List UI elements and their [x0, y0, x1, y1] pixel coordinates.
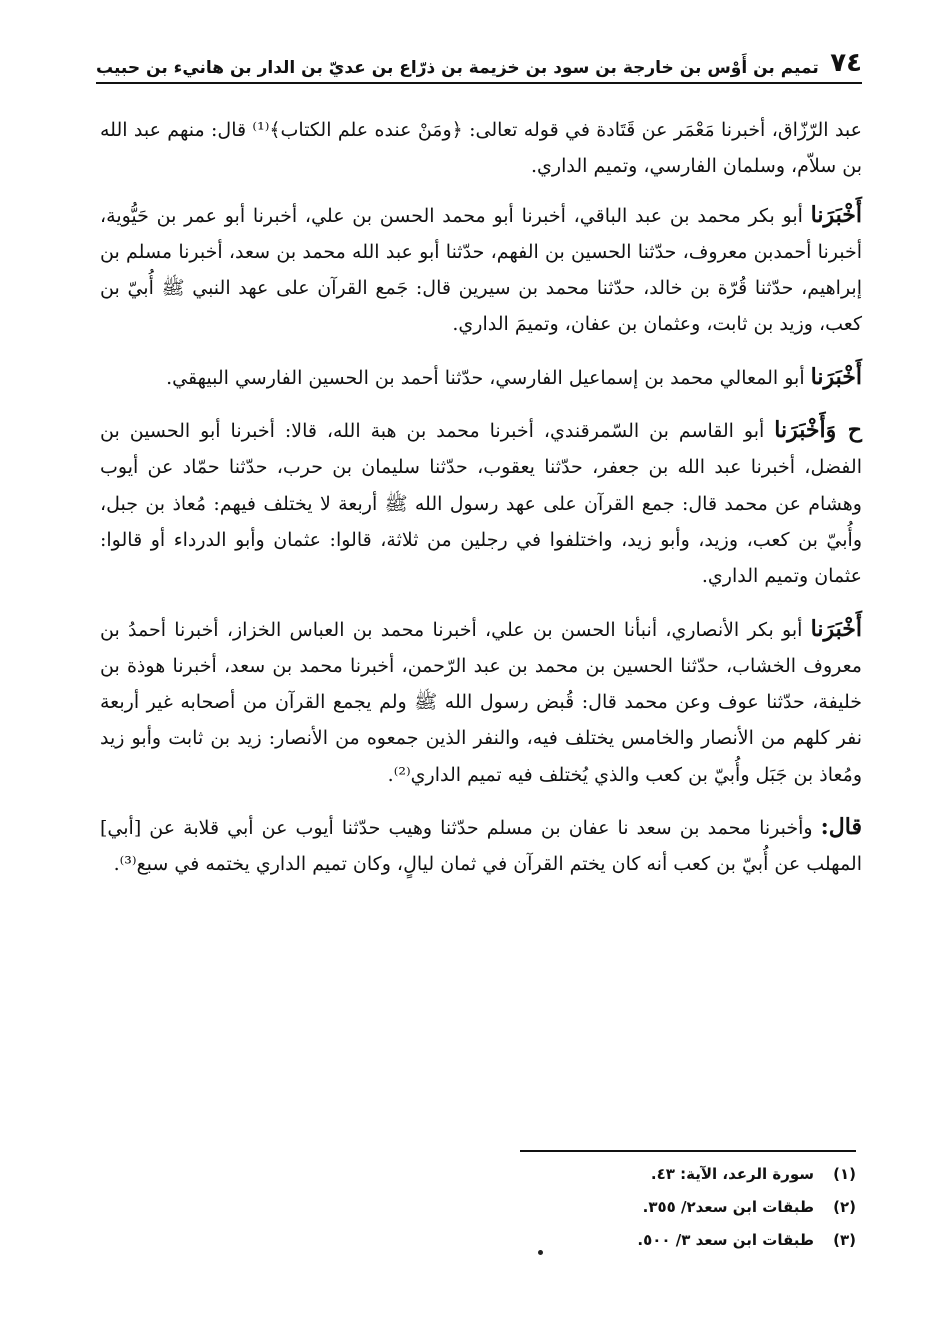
- footnotes: [520, 1150, 856, 1257]
- footnote-number: (١): [833, 1165, 856, 1183]
- paragraph-text: أبو بكر محمد بن عبد الباقي، أخبرنا أبو محمد الحسن بن علي، أخبرنا أبو عمر بن حَيُّوية، أخبرنا أحمدبن معروف، حدّثنا الحسين بن الفهم، حدّثنا أبو عبد الله محمد بن سعد، أخبرنا مسلم بن إبراهيم، حدّثنا قُرّة بن خالد، حدّثنا محمد بن سيرين قال: جَمع القرآن على عهد النبي ﷺ أُبيّ بن كعب، وزيد بن ثابت، وعثمان بن عفان، وتميمَ الداري.: [100, 204, 862, 336]
- paragraph: [100, 359, 862, 396]
- page-number: ٧٤: [830, 48, 862, 78]
- paragraph: [100, 611, 862, 793]
- paragraph: [100, 809, 862, 883]
- footnote: [520, 1158, 856, 1191]
- paragraph-text: أبو القاسم بن السّمرقندي، أخبرنا محمد بن هبة الله، قالا: أخبرنا أبو الحسين بن الفضل، أخبرنا عبد الله بن جعفر، حدّثنا يعقوب، حدّثنا سليمان بن حرب، حدّثنا حمّاد عن أيوب وهشام عن محمد قال: جمع القرآن على عهد رسول الله ﷺ أربعة لا يختلف فيهم: مُعاذ بن جبل، وأُبيّ بن كعب، وزيد، وأبو زيد، واختلفوا في رجلين من ثلاثة، قالوا: عثمان وأبو الدرداء أو قالوا: عثمان وتميم الداري.: [100, 420, 862, 588]
- paragraph: [100, 412, 862, 594]
- footnote-text: طبقات ابن سعد ٣/ ٥٠٠.: [637, 1231, 814, 1249]
- paragraph-lead: قال:: [820, 814, 862, 841]
- footnote: [520, 1191, 856, 1224]
- paragraph: [100, 112, 862, 185]
- paragraph: [100, 197, 862, 343]
- paragraph-text: عبد الرّزّاق، أخبرنا مَعْمَر عن قَتَادة في قوله تعالى: ﴿ومَنْ عنده علم الكتاب﴾⁽¹⁾ قال: منهم عبد الله بن سلاّم، وسلمان الفارسي، وتميم الداري.: [100, 119, 862, 178]
- footnote-number: (٣): [833, 1231, 856, 1249]
- footnote-text: طبقات ابن سعد٢/ ٣٥٥.: [642, 1198, 814, 1216]
- paragraph-text: أبو بكر الأنصاري، أنبأنا الحسن بن علي، أخبرنا محمد بن العباس الخزاز، أخبرنا أحمدُ بن معروف الخشاب، حدّثنا الحسين بن محمد بن عبد الرّحمن، أخبرنا محمد بن سعد، أخبرنا هوذة بن خليفة، حدّثنا عوف وعن محمد قال: قُبض رسول الله ﷺ ولم يجمع القرآن من أصحابه غير أربعة نفر كلهم من الأنصار والخامس يختلف فيه، والنفر الذين جمعوه من الأنصار: زيد بن ثابت وأبو زيد ومُعاذ بن جَبَل وأُبيّ بن كعب والذي يُختلف فيه تميم الداري⁽²⁾.: [100, 618, 862, 786]
- main-text: [100, 112, 862, 899]
- footnote: [520, 1224, 856, 1257]
- paragraph-lead: أَخْبَرَنا: [810, 363, 862, 390]
- paragraph-lead: أَخْبَرَنا: [810, 615, 862, 642]
- print-speck: [538, 1250, 543, 1255]
- page-header: [96, 46, 862, 84]
- running-title: تميم بن أَوْس بن خارجة بن سود بن خزيمة بن ذرّاع بن عديّ بن الدار بن هانيء بن حبيب: [96, 58, 819, 78]
- paragraph-lead: أَخْبَرَنا: [810, 201, 862, 228]
- paragraph-text: أبو المعالي محمد بن إسماعيل الفارسي، حدّثنا أحمد بن الحسين الفارسي البيهقي.: [166, 366, 811, 389]
- paragraph-lead: ح وَأَخْبَرَنا: [774, 417, 862, 444]
- footnote-text: سورة الرعد، الآية: ٤٣.: [650, 1165, 814, 1183]
- footnote-number: (٢): [833, 1198, 856, 1216]
- paragraph-text: وأخبرنا محمد بن سعد نا عفان بن مسلم حدّثنا وهيب حدّثنا أيوب عن أبي قلابة عن [أبي] المهلب عن أُبيّ بن كعب أنه كان يختم القرآن في ثمان ليالٍ، وكان تميم الداري يختمه في سبع⁽³⁾.: [100, 817, 862, 876]
